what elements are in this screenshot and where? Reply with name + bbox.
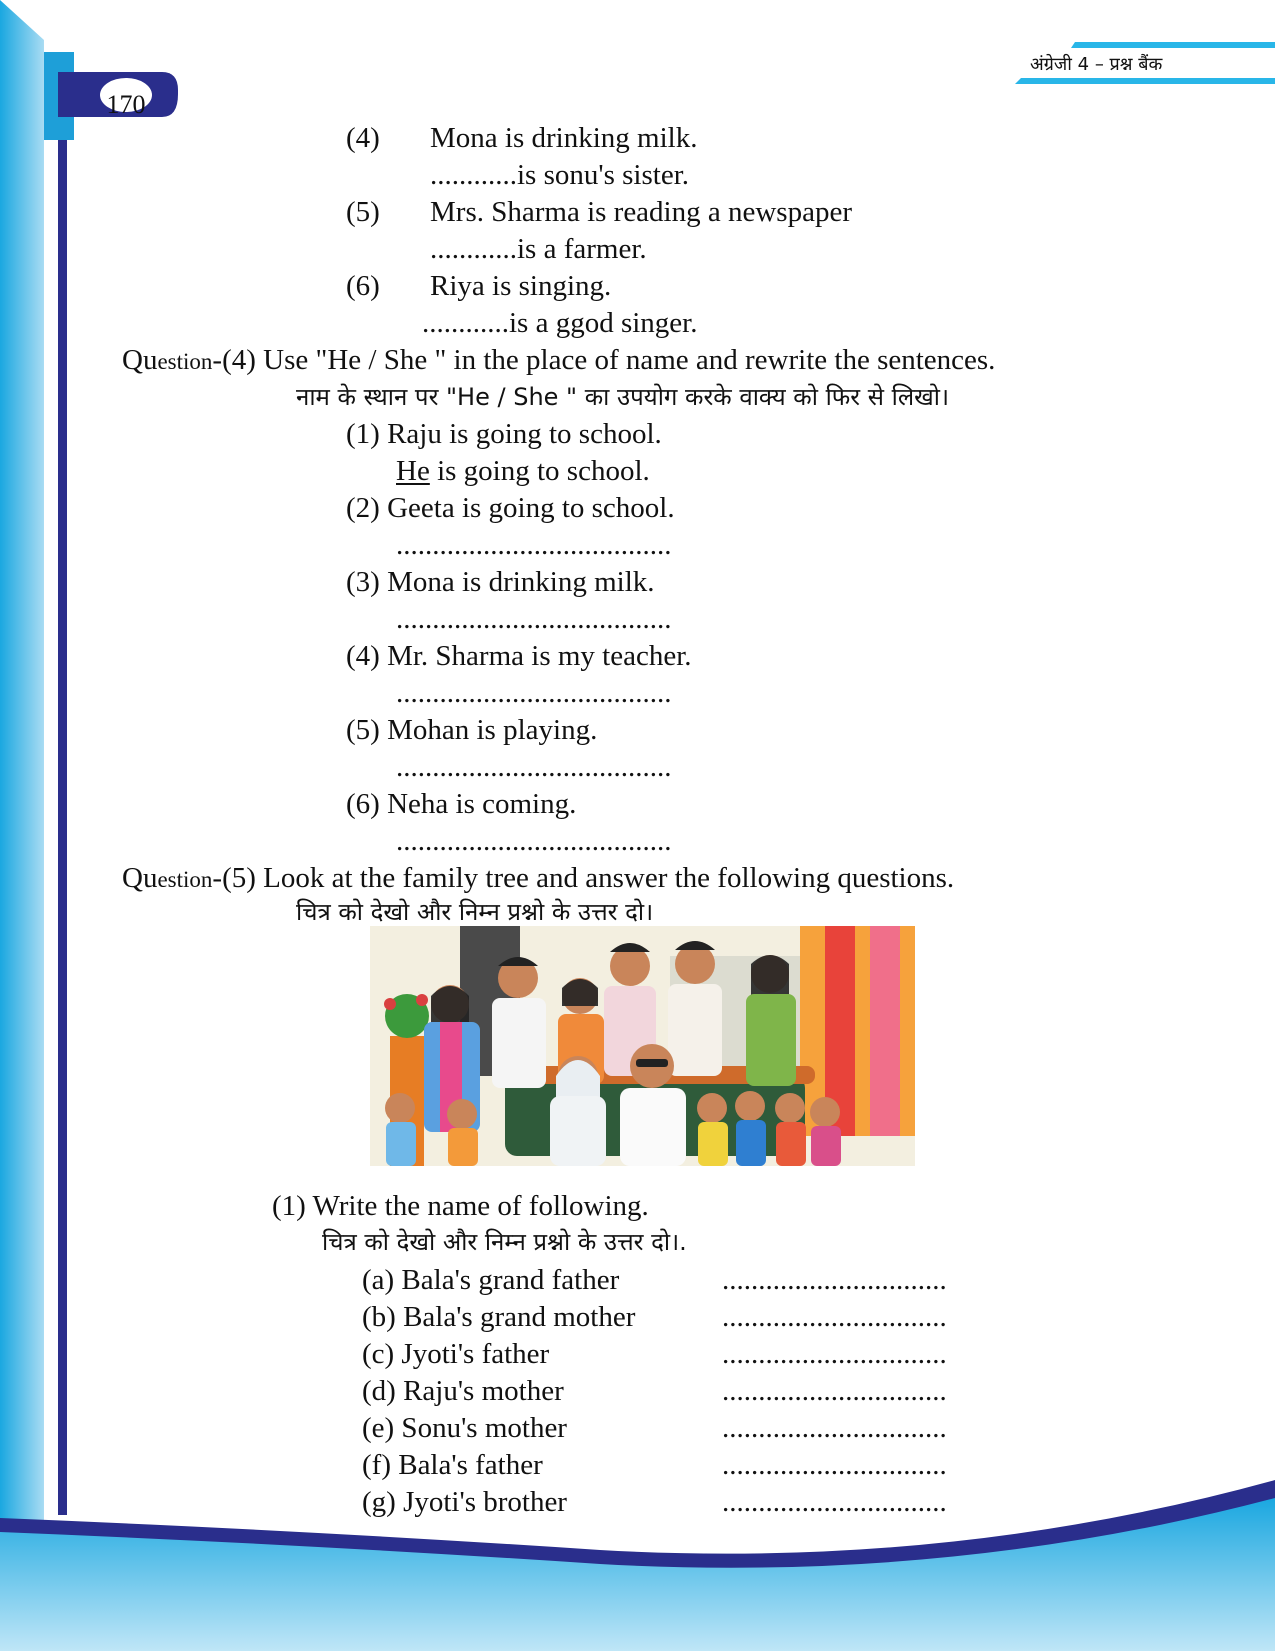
q4-item: (3) Mona is drinking milk. [346, 566, 655, 598]
item-blank: ............is sonu's sister. [430, 159, 690, 191]
answer-blank: ............................... [722, 1338, 947, 1370]
question-label-small: estion [157, 349, 213, 374]
answer-blank: ............................... [722, 1264, 947, 1296]
example-rest: is going to school. [429, 455, 650, 487]
left-border-decoration [0, 0, 70, 1651]
family-question: (f) Bala's father [362, 1449, 543, 1481]
q4-item: (1) Raju is going to school. [346, 418, 662, 450]
q4-example-answer [396, 457, 650, 486]
family-question: (a) Bala's grand father [362, 1264, 620, 1296]
page-number: 170 [106, 90, 146, 119]
q4-item: (2) Geeta is going to school. [346, 492, 675, 524]
answer-blank: ...................................... [396, 603, 672, 635]
item-blank: ............is a ggod singer. [422, 307, 698, 339]
family-illustration [370, 926, 915, 1166]
question-label-number: -(5) [212, 862, 256, 894]
question-label-small: estion [157, 867, 213, 892]
answer-blank: ............................... [722, 1449, 947, 1481]
family-question: (b) Bala's grand mother [362, 1301, 636, 1333]
question-label-number: -(4) [212, 344, 256, 376]
answer-blank: ............................... [722, 1301, 947, 1333]
question-5-hindi: चित्र को देखो और निम्न प्रश्नो के उत्तर दो। [296, 898, 654, 926]
question-5-heading [122, 864, 954, 893]
question-4-heading [122, 346, 995, 375]
family-question: (c) Jyoti's father [362, 1338, 550, 1370]
q4-item: (5) Mohan is playing. [346, 714, 598, 746]
subquestion-hindi: चित्र को देखो और निम्न प्रश्नो के उत्तर दो।. [322, 1228, 687, 1256]
item-blank: ............is a farmer. [430, 233, 647, 265]
example-pronoun: He [396, 455, 430, 487]
book-title: अंग्रेजी 4 – प्रश्न बैंक [1030, 54, 1163, 75]
answer-blank: ...................................... [396, 751, 672, 783]
question-4-hindi: नाम के स्थान पर "He / She " का उपयोग करके वाक्य को फिर से लिखो। [296, 383, 950, 411]
answer-blank: ...................................... [396, 677, 672, 709]
question-title: Look at the family tree and answer the following questions. [263, 862, 955, 894]
family-question: (e) Sonu's mother [362, 1412, 567, 1444]
item-number: (4) [346, 122, 380, 154]
subquestion-title: (1) Write the name of following. [272, 1190, 649, 1222]
q4-item: (6) Neha is coming. [346, 788, 577, 820]
answer-blank: ...................................... [396, 825, 672, 857]
family-question: (d) Raju's mother [362, 1375, 564, 1407]
item-sentence: Riya is singing. [430, 270, 612, 302]
answer-blank: ............................... [722, 1412, 947, 1444]
question-label: Qu [122, 862, 158, 894]
item-sentence: Mrs. Sharma is reading a newspaper [430, 196, 852, 228]
question-title: Use "He / She " in the place of name and rewrite the sentences. [263, 344, 996, 376]
item-number: (6) [346, 270, 380, 302]
question-label: Qu [122, 344, 158, 376]
answer-blank: ...................................... [396, 529, 672, 561]
item-sentence: Mona is drinking milk. [430, 122, 698, 154]
answer-blank: ............................... [722, 1375, 947, 1407]
bottom-wave-decoration [0, 1440, 1275, 1651]
family-question: (g) Jyoti's brother [362, 1486, 567, 1518]
q4-item: (4) Mr. Sharma is my teacher. [346, 640, 692, 672]
item-number: (5) [346, 196, 380, 228]
answer-blank: ............................... [722, 1486, 947, 1518]
